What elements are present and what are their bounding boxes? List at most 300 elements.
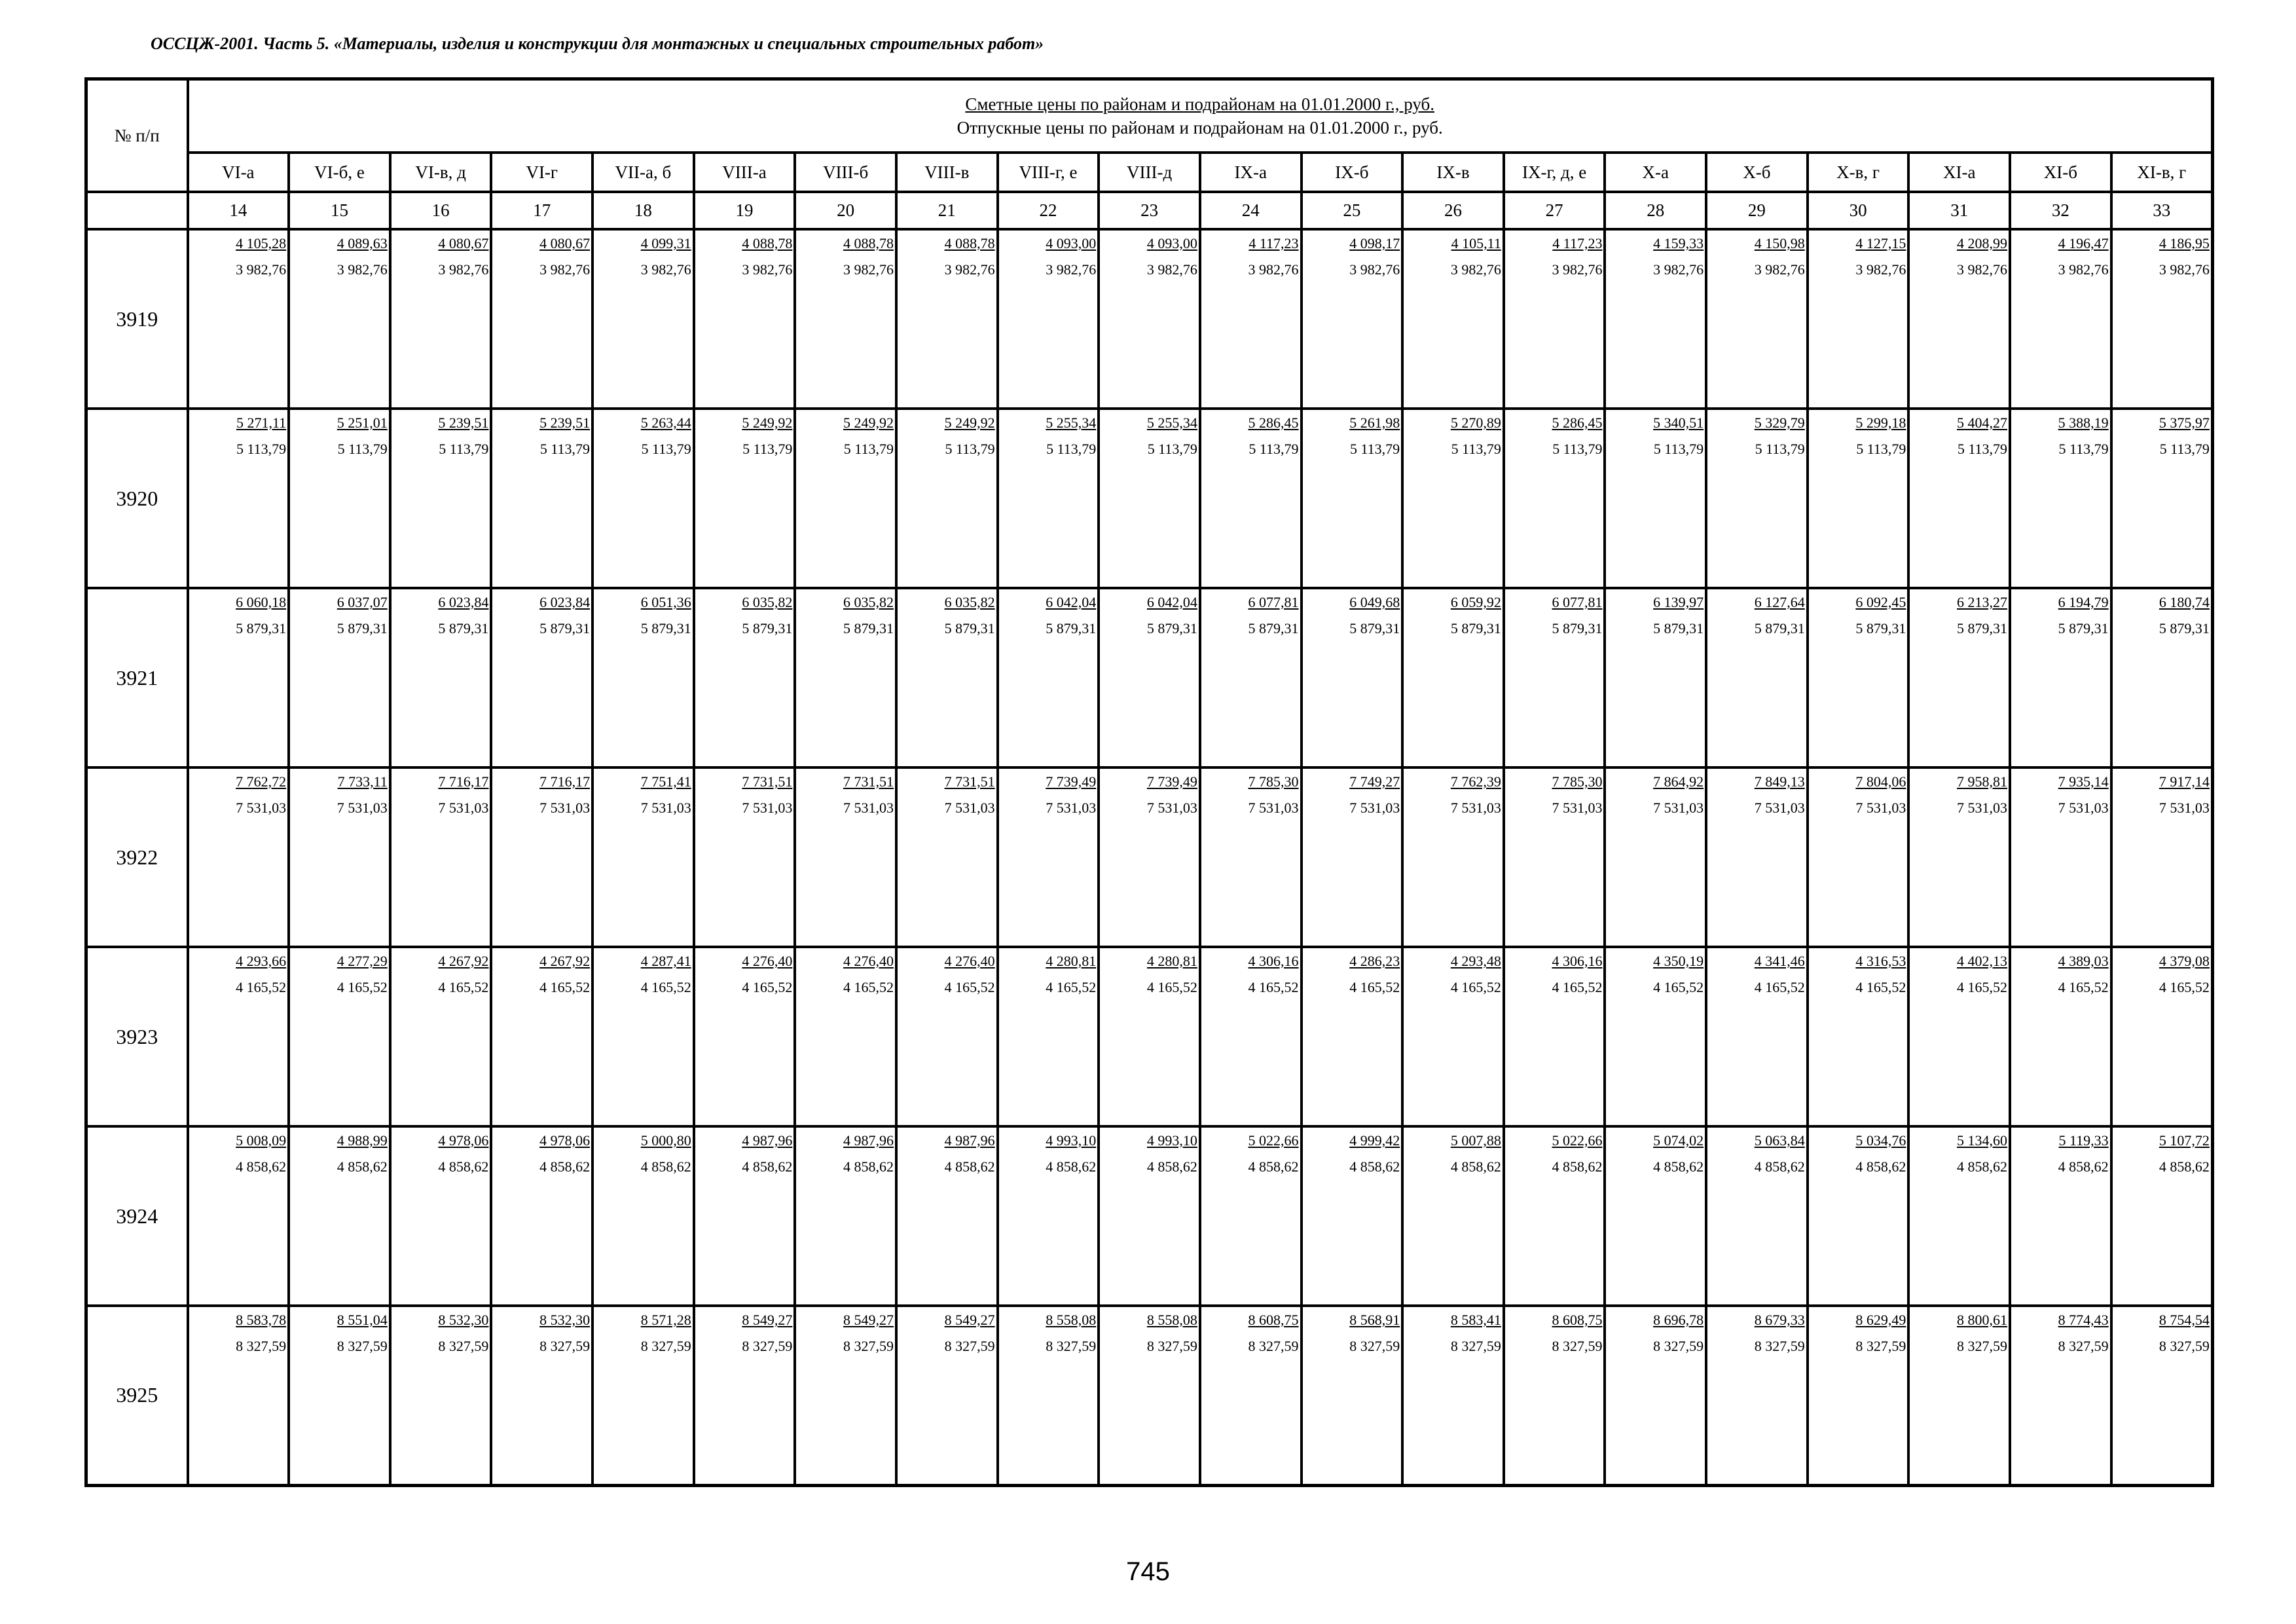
release-price: 3 982,76	[2058, 261, 2109, 278]
region-header: XI-б	[2010, 153, 2111, 192]
estimate-price: 5 134,60	[1957, 1132, 2008, 1149]
estimate-price: 5 286,45	[1248, 415, 1299, 431]
price-cell	[289, 767, 390, 947]
release-price: 4 858,62	[640, 1158, 691, 1175]
row-number: 3923	[86, 947, 188, 1126]
estimate-price: 8 608,75	[1552, 1312, 1603, 1328]
price-cell	[1908, 1306, 2010, 1485]
release-price: 4 165,52	[1146, 979, 1197, 995]
release-price: 4 858,62	[742, 1158, 793, 1175]
estimate-price: 6 194,79	[2058, 594, 2109, 610]
price-cell	[2111, 947, 2213, 1126]
price-cell	[1706, 588, 1808, 767]
price-cell	[1706, 767, 1808, 947]
estimate-price: 5 286,45	[1552, 415, 1603, 431]
price-cell	[491, 1126, 592, 1306]
release-price: 4 165,52	[337, 979, 388, 995]
release-price: 8 327,59	[1855, 1338, 1906, 1354]
price-cell	[1302, 588, 1403, 767]
price-cell	[998, 1126, 1099, 1306]
column-number: 32	[2010, 192, 2111, 229]
release-price: 8 327,59	[640, 1338, 691, 1354]
estimate-price: 4 341,46	[1754, 953, 1805, 969]
region-header: VIII-д	[1099, 153, 1200, 192]
price-cell	[998, 229, 1099, 409]
page-number: 745	[1126, 1557, 1170, 1586]
estimate-price: 5 022,66	[1248, 1132, 1299, 1149]
release-price: 7 531,03	[1349, 800, 1400, 816]
price-cell	[1099, 1126, 1200, 1306]
document-header: ОССЦЖ-2001. Часть 5. «Материалы, изделия и конструкции для монтажных и специальных строительных работ»	[151, 34, 1044, 53]
price-cell	[2111, 588, 2213, 767]
release-price: 5 879,31	[1349, 620, 1400, 637]
release-price: 7 531,03	[640, 800, 691, 816]
price-cell	[1908, 588, 2010, 767]
release-price: 4 858,62	[539, 1158, 591, 1175]
column-number: 30	[1808, 192, 1909, 229]
region-header: VI-б, е	[289, 153, 390, 192]
price-cell	[1099, 767, 1200, 947]
estimate-price: 4 987,96	[742, 1132, 793, 1149]
price-cell	[1605, 767, 1706, 947]
release-price: 4 165,52	[1754, 979, 1805, 995]
estimate-price: 4 276,40	[843, 953, 894, 969]
price-cell	[592, 409, 694, 588]
estimate-price: 4 287,41	[640, 953, 691, 969]
price-cell	[1402, 947, 1504, 1126]
release-price: 4 858,62	[1754, 1158, 1805, 1175]
release-price: 5 113,79	[843, 441, 894, 457]
estimate-price: 6 127,64	[1754, 594, 1805, 610]
release-price: 7 531,03	[438, 800, 489, 816]
release-price: 7 531,03	[1653, 800, 1704, 816]
estimate-price: 4 099,31	[640, 235, 691, 251]
estimate-price: 8 532,30	[539, 1312, 591, 1328]
estimate-price: 8 568,91	[1349, 1312, 1400, 1328]
price-cell	[1200, 588, 1302, 767]
price-cell	[289, 588, 390, 767]
release-price: 5 113,79	[1957, 441, 2008, 457]
estimate-price: 7 935,14	[2058, 773, 2109, 790]
estimate-price: 4 293,48	[1450, 953, 1501, 969]
estimate-price: 4 293,66	[236, 953, 287, 969]
price-cell	[2010, 947, 2111, 1126]
price-cell	[188, 409, 289, 588]
table-row	[86, 588, 2213, 767]
price-cell	[896, 588, 998, 767]
region-header: XI-а	[1908, 153, 2010, 192]
column-number: 14	[188, 192, 289, 229]
price-cell	[1402, 1126, 1504, 1306]
price-cell	[2111, 1306, 2213, 1485]
row-number: 3920	[86, 409, 188, 588]
release-price: 4 165,52	[843, 979, 894, 995]
release-price: 5 879,31	[1450, 620, 1501, 637]
table-row	[86, 229, 2213, 409]
estimate-price: 4 159,33	[1653, 235, 1704, 251]
estimate-price: 5 375,97	[2159, 415, 2210, 431]
release-price: 4 165,52	[1957, 979, 2008, 995]
price-cell	[998, 767, 1099, 947]
estimate-price: 4 276,40	[944, 953, 995, 969]
price-cell	[1808, 1306, 1909, 1485]
release-price: 5 113,79	[945, 441, 995, 457]
estimate-price: 4 276,40	[742, 953, 793, 969]
release-price: 4 858,62	[1248, 1158, 1299, 1175]
price-cell	[694, 767, 795, 947]
price-cell	[896, 947, 998, 1126]
release-price: 5 113,79	[742, 441, 793, 457]
column-number: 24	[1200, 192, 1302, 229]
price-cell	[491, 1306, 592, 1485]
estimate-price: 8 558,08	[1046, 1312, 1097, 1328]
price-cell	[998, 947, 1099, 1126]
estimate-price: 4 088,78	[944, 235, 995, 251]
release-price: 4 858,62	[1450, 1158, 1501, 1175]
price-cell	[491, 229, 592, 409]
price-cell	[1504, 1126, 1605, 1306]
column-number: 25	[1302, 192, 1403, 229]
release-price: 5 113,79	[439, 441, 489, 457]
release-price: 3 982,76	[1146, 261, 1197, 278]
estimate-price: 5 255,34	[1046, 415, 1097, 431]
price-cell	[1504, 409, 1605, 588]
price-cell	[592, 588, 694, 767]
release-price: 4 165,52	[640, 979, 691, 995]
estimate-price: 5 022,66	[1552, 1132, 1603, 1149]
release-price: 5 879,31	[944, 620, 995, 637]
price-cell	[1706, 947, 1808, 1126]
column-number: 15	[289, 192, 390, 229]
region-header-row	[86, 153, 2213, 192]
release-price: 5 879,31	[2159, 620, 2210, 637]
price-cell	[1908, 229, 2010, 409]
price-cell	[795, 767, 896, 947]
estimate-price: 4 389,03	[2058, 953, 2109, 969]
release-price: 5 113,79	[2159, 441, 2210, 457]
estimate-price: 6 051,36	[640, 594, 691, 610]
estimate-price: 8 696,78	[1653, 1312, 1704, 1328]
estimate-price: 5 008,09	[236, 1132, 287, 1149]
price-cell	[188, 1126, 289, 1306]
region-header: IX-б	[1302, 153, 1403, 192]
release-price: 7 531,03	[742, 800, 793, 816]
release-price: 3 982,76	[1046, 261, 1097, 278]
estimate-price: 7 731,51	[742, 773, 793, 790]
estimate-price: 5 007,88	[1450, 1132, 1501, 1149]
release-price: 5 113,79	[236, 441, 287, 457]
price-cell	[1808, 947, 1909, 1126]
row-number: 3924	[86, 1126, 188, 1306]
release-price: 7 531,03	[1146, 800, 1197, 816]
price-cell	[1808, 588, 1909, 767]
price-cell	[390, 409, 492, 588]
estimate-price: 5 340,51	[1653, 415, 1704, 431]
price-cell	[1302, 767, 1403, 947]
estimate-price: 4 286,23	[1349, 953, 1400, 969]
estimate-price: 4 993,10	[1146, 1132, 1197, 1149]
release-price: 7 531,03	[1450, 800, 1501, 816]
estimate-price: 4 316,53	[1855, 953, 1906, 969]
price-cell	[1908, 947, 2010, 1126]
release-price: 4 858,62	[2159, 1158, 2210, 1175]
price-group-header	[188, 79, 2213, 153]
release-price: 5 879,31	[1957, 620, 2008, 637]
column-number: 22	[998, 192, 1099, 229]
column-number: 17	[491, 192, 592, 229]
price-cell	[998, 409, 1099, 588]
estimate-price: 4 088,78	[843, 235, 894, 251]
estimate-price: 5 119,33	[2058, 1132, 2109, 1149]
price-cell	[2111, 767, 2213, 947]
estimate-price: 6 023,84	[438, 594, 489, 610]
estimate-price: 4 402,13	[1957, 953, 2008, 969]
price-cell	[694, 409, 795, 588]
estimate-price: 5 255,34	[1146, 415, 1197, 431]
estimate-price: 4 993,10	[1046, 1132, 1097, 1149]
price-cell	[1200, 767, 1302, 947]
release-price: 3 982,76	[944, 261, 995, 278]
release-price: 5 879,31	[539, 620, 591, 637]
price-cell	[1605, 229, 1706, 409]
column-number: 28	[1605, 192, 1706, 229]
release-price: 5 879,31	[236, 620, 287, 637]
release-price: 7 531,03	[1957, 800, 2008, 816]
region-header: X-а	[1605, 153, 1706, 192]
price-cell	[390, 1306, 492, 1485]
price-cell	[592, 229, 694, 409]
estimate-price: 8 754,54	[2159, 1312, 2210, 1328]
release-price: 8 327,59	[1653, 1338, 1704, 1354]
estimate-price: 5 299,18	[1855, 415, 1906, 431]
price-cell	[2010, 229, 2111, 409]
price-cell	[694, 229, 795, 409]
price-cell	[1605, 1306, 1706, 1485]
estimate-price: 7 804,06	[1855, 773, 1906, 790]
release-price: 3 982,76	[1855, 261, 1906, 278]
estimate-price: 4 267,92	[539, 953, 591, 969]
release-price: 5 879,31	[337, 620, 388, 637]
release-price: 7 531,03	[2159, 800, 2210, 816]
estimate-price: 4 987,96	[843, 1132, 894, 1149]
release-price: 5 113,79	[1653, 441, 1704, 457]
estimate-price-caption: Сметные цены по районам и подрайонам на 01.01.2000 г., руб.	[965, 94, 1435, 114]
release-price: 4 858,62	[1349, 1158, 1400, 1175]
release-price: 4 858,62	[438, 1158, 489, 1175]
release-price: 4 165,52	[1349, 979, 1400, 995]
release-price: 5 113,79	[1046, 441, 1097, 457]
release-price: 4 165,52	[2159, 979, 2210, 995]
table-row	[86, 767, 2213, 947]
estimate-price: 6 037,07	[337, 594, 388, 610]
price-cell	[795, 1126, 896, 1306]
estimate-price: 6 023,84	[539, 594, 591, 610]
price-cell	[188, 767, 289, 947]
column-number: 31	[1908, 192, 2010, 229]
release-price: 4 858,62	[843, 1158, 894, 1175]
estimate-price: 7 716,17	[539, 773, 591, 790]
release-price: 5 879,31	[640, 620, 691, 637]
estimate-price: 5 271,11	[236, 415, 287, 431]
price-cell	[1605, 1126, 1706, 1306]
price-cell	[592, 1306, 694, 1485]
release-price: 7 531,03	[1855, 800, 1906, 816]
price-cell	[1808, 229, 1909, 409]
release-price: 4 165,52	[1248, 979, 1299, 995]
estimate-price: 6 060,18	[236, 594, 287, 610]
price-cell	[289, 409, 390, 588]
column-number: 18	[592, 192, 694, 229]
region-header: X-б	[1706, 153, 1808, 192]
estimate-price: 8 549,27	[944, 1312, 995, 1328]
estimate-price: 5 251,01	[337, 415, 388, 431]
price-cell	[1200, 947, 1302, 1126]
estimate-price: 4 277,29	[337, 953, 388, 969]
release-price: 5 113,79	[337, 441, 388, 457]
estimate-price: 7 917,14	[2159, 773, 2210, 790]
price-cell	[795, 229, 896, 409]
release-price: 8 327,59	[1450, 1338, 1501, 1354]
release-price: 7 531,03	[236, 800, 287, 816]
estimate-price: 8 583,78	[236, 1312, 287, 1328]
estimate-price: 7 733,11	[337, 773, 388, 790]
estimate-price: 4 186,95	[2159, 235, 2210, 251]
release-price: 5 879,31	[1754, 620, 1805, 637]
price-cell	[795, 1306, 896, 1485]
row-number: 3921	[86, 588, 188, 767]
price-cell	[1808, 767, 1909, 947]
price-cell	[1200, 1126, 1302, 1306]
region-header: XI-в, г	[2111, 153, 2213, 192]
price-cell	[1402, 1306, 1504, 1485]
price-cell	[1302, 1126, 1403, 1306]
release-price: 5 113,79	[1248, 441, 1299, 457]
price-cell	[1099, 1306, 1200, 1485]
release-price: 5 879,31	[843, 620, 894, 637]
group-header-row	[86, 79, 2213, 153]
release-price: 4 858,62	[1957, 1158, 2008, 1175]
release-price: 4 165,52	[1046, 979, 1097, 995]
price-cell	[1706, 229, 1808, 409]
estimate-price: 5 404,27	[1957, 415, 2008, 431]
estimate-price: 6 042,04	[1046, 594, 1097, 610]
release-price: 3 982,76	[1450, 261, 1501, 278]
release-price: 3 982,76	[337, 261, 388, 278]
price-cell	[694, 1126, 795, 1306]
estimate-price: 5 063,84	[1754, 1132, 1805, 1149]
release-price: 4 858,62	[944, 1158, 995, 1175]
release-price: 4 858,62	[236, 1158, 287, 1175]
estimate-price: 8 774,43	[2058, 1312, 2109, 1328]
price-cell	[1402, 588, 1504, 767]
column-number: 21	[896, 192, 998, 229]
estimate-price: 7 958,81	[1957, 773, 2008, 790]
price-cell	[1504, 1306, 1605, 1485]
price-cell	[1706, 1126, 1808, 1306]
column-number: 16	[390, 192, 492, 229]
price-cell	[1402, 409, 1504, 588]
price-cell	[1908, 767, 2010, 947]
release-price: 8 327,59	[1146, 1338, 1197, 1354]
release-price: 5 879,31	[1248, 620, 1299, 637]
price-cell	[1605, 947, 1706, 1126]
estimate-price: 6 042,04	[1146, 594, 1197, 610]
release-price: 3 982,76	[640, 261, 691, 278]
estimate-price: 4 105,11	[1451, 235, 1501, 251]
estimate-price: 8 558,08	[1146, 1312, 1197, 1328]
estimate-price: 4 080,67	[539, 235, 591, 251]
estimate-price: 7 785,30	[1552, 773, 1603, 790]
column-number: 26	[1402, 192, 1504, 229]
region-header: VI-а	[188, 153, 289, 192]
estimate-price: 4 150,98	[1754, 235, 1805, 251]
release-price: 7 531,03	[2058, 800, 2109, 816]
release-price: 4 165,52	[236, 979, 287, 995]
price-cell	[1200, 1306, 1302, 1485]
price-cell	[289, 1306, 390, 1485]
price-cell	[896, 229, 998, 409]
estimate-price: 7 751,41	[640, 773, 691, 790]
release-price: 4 165,52	[944, 979, 995, 995]
release-price: 5 113,79	[1552, 441, 1603, 457]
estimate-price: 8 608,75	[1248, 1312, 1299, 1328]
release-price: 5 113,79	[1350, 441, 1400, 457]
estimate-price: 5 249,92	[944, 415, 995, 431]
region-header: VIII-г, е	[998, 153, 1099, 192]
release-price: 7 531,03	[843, 800, 894, 816]
estimate-price: 6 077,81	[1248, 594, 1299, 610]
release-price: 3 982,76	[1248, 261, 1299, 278]
release-price: 3 982,76	[236, 261, 287, 278]
price-cell	[491, 409, 592, 588]
price-cell	[694, 947, 795, 1126]
price-cell	[795, 409, 896, 588]
price-cell	[2010, 1126, 2111, 1306]
column-number: 19	[694, 192, 795, 229]
estimate-price: 6 049,68	[1349, 594, 1400, 610]
release-price: 4 858,62	[1046, 1158, 1097, 1175]
price-cell	[2010, 1306, 2111, 1485]
release-price: 4 858,62	[2058, 1158, 2109, 1175]
price-cell	[1200, 409, 1302, 588]
price-cell	[1402, 767, 1504, 947]
release-price: 5 113,79	[1451, 441, 1501, 457]
row-number: 3925	[86, 1306, 188, 1485]
estimate-price: 8 571,28	[640, 1312, 691, 1328]
release-price: 3 982,76	[742, 261, 793, 278]
release-price: 4 165,52	[742, 979, 793, 995]
price-cell	[1808, 1126, 1909, 1306]
release-price: 5 879,31	[1046, 620, 1097, 637]
price-cell	[1504, 229, 1605, 409]
number-column-header: № п/п	[86, 79, 188, 193]
price-cell	[896, 409, 998, 588]
price-cell	[1099, 947, 1200, 1126]
price-cell	[2010, 767, 2111, 947]
release-price: 3 982,76	[1552, 261, 1603, 278]
price-cell	[998, 588, 1099, 767]
estimate-price: 4 127,15	[1855, 235, 1906, 251]
estimate-price: 8 549,27	[843, 1312, 894, 1328]
region-header: VI-в, д	[390, 153, 492, 192]
estimate-price: 4 978,06	[438, 1132, 489, 1149]
price-table	[84, 77, 2214, 1487]
estimate-price: 8 679,33	[1754, 1312, 1805, 1328]
region-header: VIII-б	[795, 153, 896, 192]
price-cell	[1605, 588, 1706, 767]
price-cell	[1908, 1126, 2010, 1306]
release-price: 8 327,59	[742, 1338, 793, 1354]
